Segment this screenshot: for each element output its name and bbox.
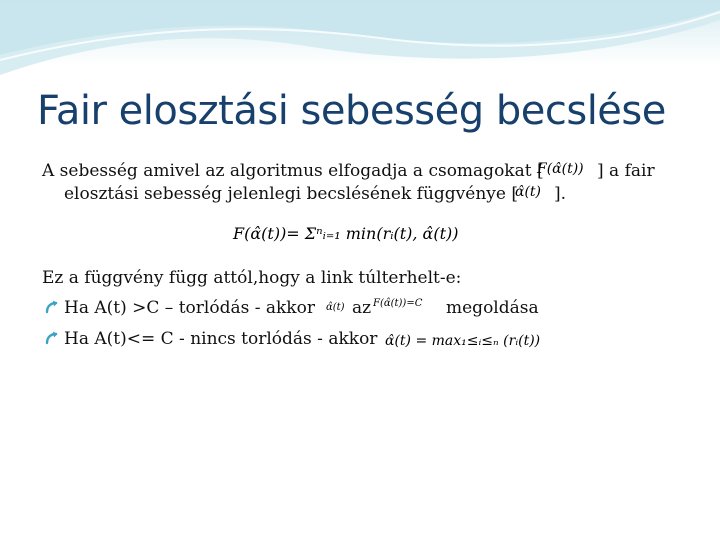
center-formula: F(α̂(t))= Σⁿᵢ₌₁ min(rᵢ(t), α̂(t)) bbox=[233, 224, 459, 243]
paragraph1-line2-text: elosztási sebesség jelenlegi becslésének függvénye [ bbox=[64, 184, 518, 204]
bullet2-text-a: Ha A(t)<= C - nincs torlódás - akkor bbox=[64, 329, 378, 349]
bullet-arrow-icon bbox=[44, 299, 60, 315]
bullet-arrow-icon bbox=[44, 330, 60, 346]
formula-F-alpha: F(α̂(t)) bbox=[537, 161, 584, 177]
bullet1-formula-F-equals-C: F(α̂(t))=C bbox=[373, 298, 423, 309]
bullet1-text-c: megoldása bbox=[446, 298, 539, 318]
paragraph2-text: Ez a függvény függ attól,hogy a link túlterhelt-e: bbox=[42, 268, 462, 288]
paragraph1-line2-end: ]. bbox=[554, 184, 567, 204]
bullet1-formula-alpha: α̂(t) bbox=[326, 302, 345, 313]
bullet1-text-b: az bbox=[352, 298, 372, 318]
paragraph1-line1-text: A sebesség amivel az algoritmus elfogadja a csomagokat [ bbox=[42, 161, 544, 181]
bullet2-formula-max: α̂(t) = max₁≤ᵢ≤ₙ (rᵢ(t)) bbox=[385, 333, 541, 349]
slide-title: Fair elosztási sebesség becslése bbox=[37, 88, 666, 134]
header-wave-decoration bbox=[0, 0, 720, 80]
paragraph1-line1-end: ] a fair bbox=[597, 161, 655, 181]
formula-alpha-hat: α̂(t) bbox=[515, 184, 542, 200]
bullet1-text-a: Ha A(t) >C – torlódás - akkor bbox=[64, 298, 315, 318]
